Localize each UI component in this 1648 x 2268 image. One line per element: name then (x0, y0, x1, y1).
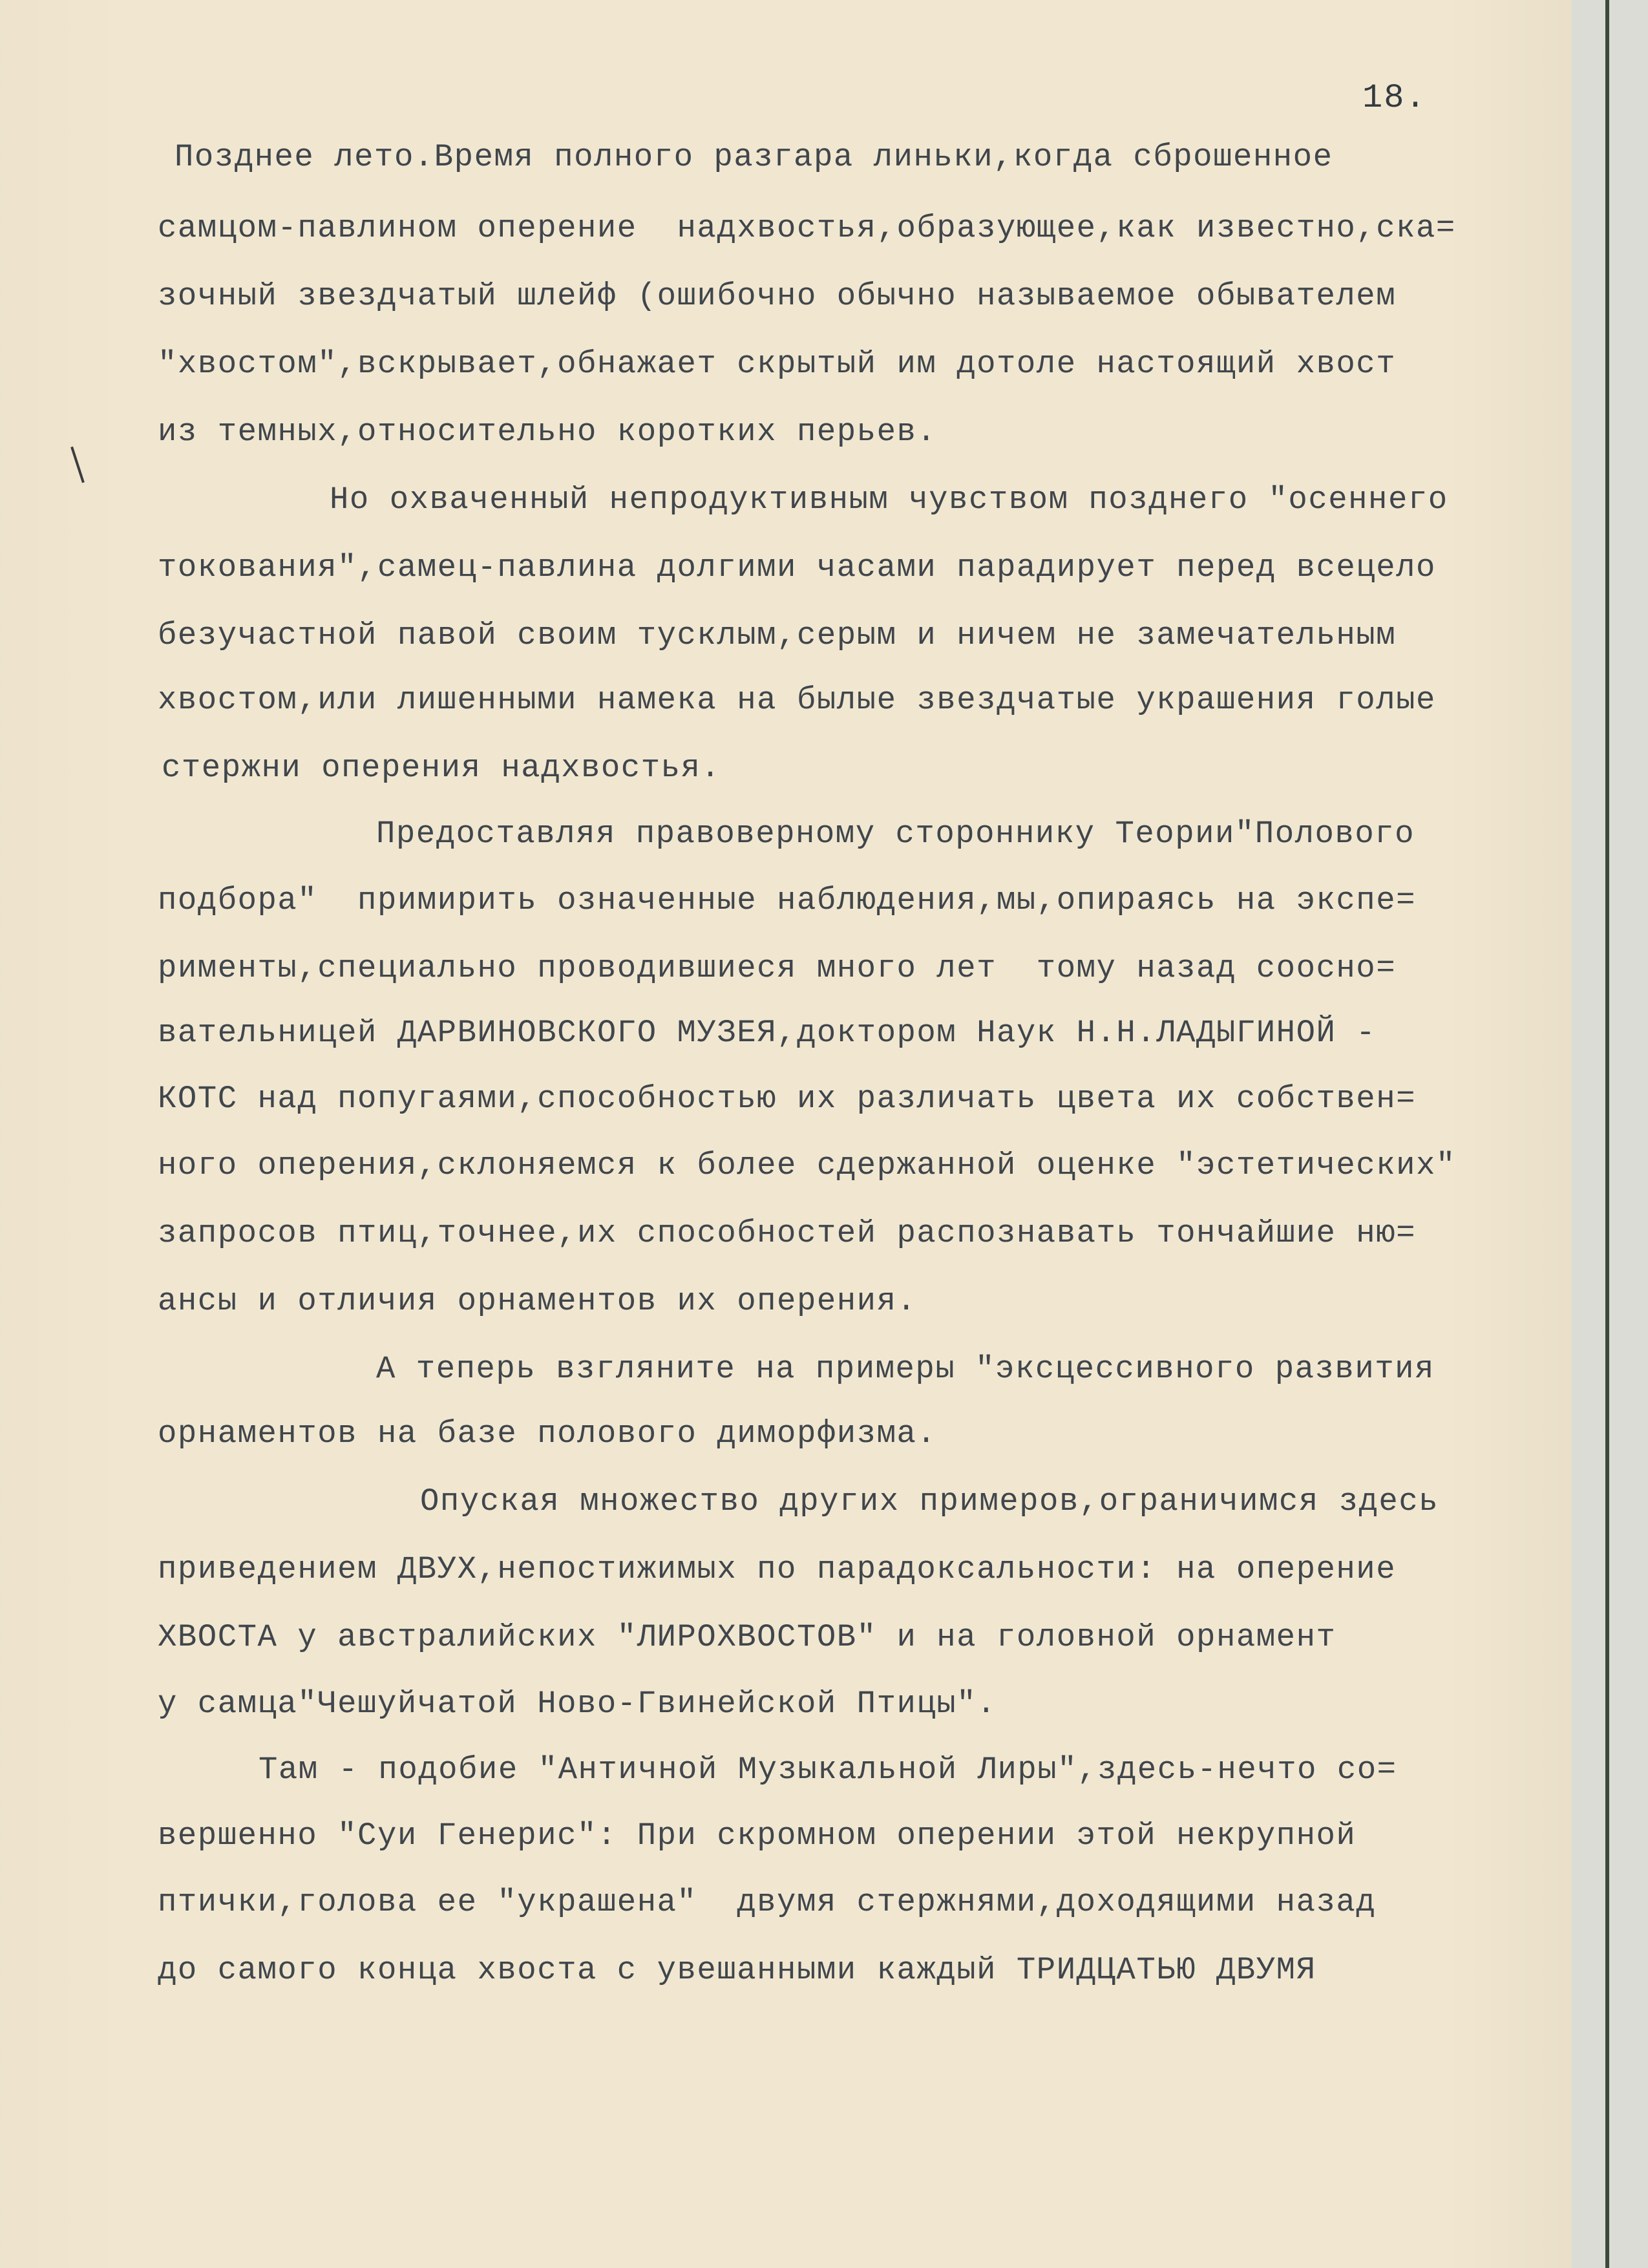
text-line: хвостом,или лишенными намека на былые звездчатые украшения голые (158, 682, 1436, 718)
text-line: Предоставляя правоверному стороннику Теории"Полового (376, 816, 1415, 852)
text-line: безучастной павой своим тусклым,серым и ничем не замечательным (158, 617, 1397, 653)
text-line: вательницей ДАРВИНОВСКОГО МУЗЕЯ,доктором Наук Н.Н.ЛАДЫГИНОЙ - (158, 1015, 1377, 1051)
text-line: ного оперения,склоняемся к более сдержанной оценке "эстетических" (158, 1147, 1456, 1183)
text-line: приведением ДВУХ,непостижимых по парадоксальности: на оперение (158, 1551, 1397, 1587)
text-line: подбора" примирить означенные наблюдения,мы,опираясь на экспе= (158, 882, 1417, 918)
text-line: птички,голова ее "украшена" двумя стержнями,доходящими назад (158, 1884, 1377, 1920)
text-line: А теперь взгляните на примеры "эксцессивного развития (376, 1351, 1435, 1387)
text-line: Но охваченный непродуктивным чувством позднего "осеннего (330, 482, 1448, 518)
text-line: Опуская множество других примеров,ограничимся здесь (420, 1483, 1439, 1520)
text-line: Позднее лето.Время полного разгара линьки,когда сброшенное (174, 139, 1333, 175)
text-line: у самца"Чешуйчатой Ново-Гвинейской Птицы". (158, 1686, 997, 1722)
text-line: токования",самец-павлина долгими часами парадирует перед всецело (158, 549, 1436, 586)
text-line: до самого конца хвоста с увешанными каждый ТРИДЦАТЬЮ ДВУМЯ (158, 1952, 1316, 1988)
text-line: зочный звездчатый шлейф (ошибочно обычно называемое обывателем (158, 278, 1397, 314)
text-line: "хвостом",вскрывает,обнажает скрытый им дотоле настоящий хвост (158, 346, 1397, 382)
text-line: из темных,относительно коротких перьев. (158, 414, 937, 450)
text-line: КОТС над попугаями,способностью их различать цвета их собствен= (158, 1081, 1417, 1117)
page-number: 18. (1362, 79, 1427, 117)
text-line: запросов птиц,точнее,их способностей распознавать тончайшие ню= (158, 1215, 1417, 1251)
text-line: вершенно "Суи Генерис": При скромном оперении этой некрупной (158, 1818, 1357, 1854)
text-line: ансы и отличия орнаментов их оперения. (158, 1283, 917, 1319)
text-line: стержни оперения надхвостья. (162, 750, 721, 786)
margin-mark (70, 447, 85, 483)
text-line: рименты,специально проводившиеся много лет тому назад соосно= (158, 950, 1397, 986)
text-line: орнаментов на базе полового диморфизма. (158, 1415, 937, 1452)
text-line: Там - подобие "Античной Музыкальной Лиры",здесь-нечто со= (259, 1752, 1397, 1788)
text-line: самцом-павлином оперение надхвостья,образующее,как известно,ска= (158, 210, 1456, 246)
scanner-background-edge (1572, 0, 1648, 2268)
text-line: ХВОСТА у австралийских "ЛИРОХВОСТОВ" и на головной орнамент (158, 1619, 1336, 1655)
